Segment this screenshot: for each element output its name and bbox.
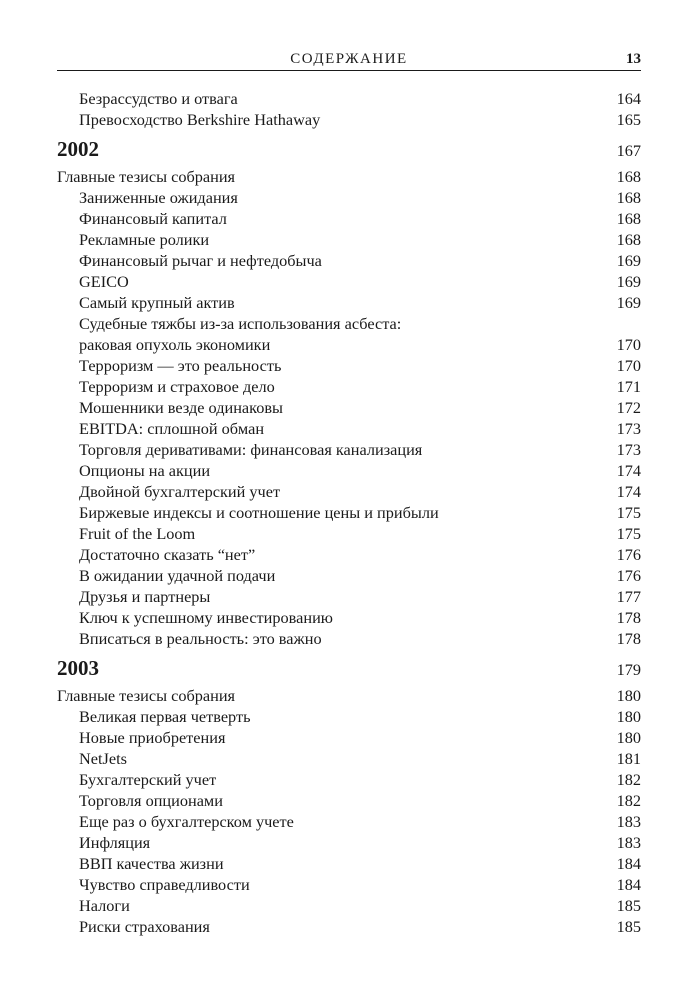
toc-entry-title: EBITDA: сплошной обман: [79, 419, 265, 438]
toc-entry[interactable]: [57, 187, 641, 208]
toc-entry[interactable]: [57, 418, 641, 439]
toc-entry-title: Главные тезисы собрания: [57, 686, 236, 705]
toc-entry-page: 175: [616, 524, 641, 543]
toc-entry-page: 168: [616, 209, 641, 228]
toc-entry-page: 184: [616, 854, 641, 873]
toc-entry-title: GEICO: [79, 272, 129, 291]
toc-entry[interactable]: [57, 607, 641, 628]
toc-entry-title: Терроризм и страховое дело: [79, 377, 275, 396]
toc-entry-title: В ожидании удачной подачи: [79, 566, 276, 585]
toc-entry[interactable]: [57, 628, 641, 649]
toc-entry-title: Главные тезисы собрания: [57, 167, 236, 186]
toc-entry-page: 170: [616, 356, 641, 375]
toc-entry-title: Великая первая четверть: [79, 707, 251, 726]
header-page-number: 13: [626, 51, 641, 67]
toc-entry-page: 169: [616, 272, 641, 291]
toc-entry[interactable]: [57, 769, 641, 790]
toc-entry-title: Самый крупный актив: [79, 293, 235, 312]
toc-entry-page: 171: [616, 377, 641, 396]
toc-entry-title: ВВП качества жизни: [79, 854, 224, 873]
toc-entry-title: Биржевые индексы и соотношение цены и прибыли: [79, 503, 439, 522]
toc-entry-page: 184: [616, 875, 641, 894]
toc-entry-page: 173: [616, 419, 641, 438]
toc-entry-title: Достаточно сказать “нет”: [79, 545, 256, 564]
toc-main-entry[interactable]: [57, 685, 641, 706]
toc-entry[interactable]: [57, 397, 641, 418]
toc-entry-page: 175: [616, 503, 641, 522]
toc-entry[interactable]: [57, 874, 641, 895]
toc-entry-title: Инфляция: [79, 833, 151, 852]
toc-entry-page: 178: [616, 629, 641, 648]
toc-entry-title: Судебные тяжбы из-за использования асбеста:: [79, 314, 402, 333]
toc-entry[interactable]: [57, 88, 641, 109]
toc-entry-title: Финансовый рычаг и нефтедобыча: [79, 251, 322, 270]
toc-entry-page: 174: [616, 482, 641, 501]
toc-entry[interactable]: [57, 376, 641, 397]
toc-entry-page: 181: [616, 749, 641, 768]
toc-entry[interactable]: [57, 334, 641, 355]
toc-entry[interactable]: [57, 565, 641, 586]
toc-entry-title: Двойной бухгалтерский учет: [79, 482, 281, 501]
toc-entry-page: 183: [616, 812, 641, 831]
toc-entry[interactable]: [57, 853, 641, 874]
toc-entry-title: Друзья и партнеры: [79, 587, 211, 606]
toc-entry-page: 168: [616, 167, 641, 186]
toc-entry-title: Торговля опционами: [79, 791, 223, 810]
toc-entry-page: 176: [616, 566, 641, 585]
toc-entry[interactable]: [57, 727, 641, 748]
toc-entry-title: Бухгалтерский учет: [79, 770, 217, 789]
toc-entry-title: Чувство справедливости: [79, 875, 250, 894]
toc-entry[interactable]: [57, 544, 641, 565]
toc-entry[interactable]: [57, 208, 641, 229]
toc-entry-title: Еще раз о бухгалтерском учете: [79, 812, 294, 831]
toc-entry-page: 183: [616, 833, 641, 852]
year-page: 167: [616, 141, 641, 160]
toc-entry[interactable]: [57, 706, 641, 727]
toc-entry-title: Безрассудство и отвага: [79, 89, 238, 108]
toc-main-entry[interactable]: [57, 166, 641, 187]
toc-entry-title: Рекламные ролики: [79, 230, 210, 249]
toc-entry[interactable]: [57, 481, 641, 502]
toc-entry-page: 178: [616, 608, 641, 627]
toc-entry-page: 185: [616, 896, 641, 915]
toc-entry[interactable]: [57, 523, 641, 544]
toc-entry[interactable]: [57, 832, 641, 853]
toc-entry-title: Финансовый капитал: [79, 209, 227, 228]
toc-entry[interactable]: [57, 109, 641, 130]
toc-page: [57, 48, 641, 937]
toc-entry-title: Риски страхования: [79, 917, 210, 936]
toc-entry[interactable]: [57, 502, 641, 523]
toc-entry-page: 182: [616, 791, 641, 810]
toc-entry[interactable]: [57, 460, 641, 481]
running-header: [57, 48, 641, 71]
toc-entry-page: 168: [616, 230, 641, 249]
toc-entry-page: 182: [616, 770, 641, 789]
toc-entry-title: Терроризм — это реальность: [79, 356, 282, 375]
toc-entry[interactable]: [57, 439, 641, 460]
year-label: 2002: [57, 137, 99, 161]
toc-entry-page: 165: [616, 110, 641, 129]
toc-entry-title: Мошенники везде одинаковы: [79, 398, 283, 417]
toc-entry[interactable]: [57, 811, 641, 832]
toc-content: [57, 88, 641, 937]
toc-entry[interactable]: [57, 271, 641, 292]
toc-entry-title: Ключ к успешному инвестированию: [79, 608, 333, 627]
header-title: СОДЕРЖАНИЕ: [290, 51, 408, 67]
toc-entry-title: Превосходство Berkshire Hathaway: [79, 110, 321, 129]
toc-entry-page: 176: [616, 545, 641, 564]
toc-entry-page: 185: [616, 917, 641, 936]
toc-entry-title: Торговля деривативами: финансовая канализация: [79, 440, 423, 459]
toc-entry-title: Fruit of the Loom: [79, 524, 196, 543]
toc-entry-page: 169: [616, 251, 641, 270]
toc-entry[interactable]: [57, 790, 641, 811]
toc-entry-title: Опционы на акции: [79, 461, 211, 480]
toc-entry-page: 168: [616, 188, 641, 207]
toc-entry[interactable]: [57, 250, 641, 271]
toc-entry-page: 180: [616, 707, 641, 726]
toc-entry-title: Вписаться в реальность: это важно: [79, 629, 322, 648]
toc-entry-title: Новые приобретения: [79, 728, 226, 747]
toc-entry[interactable]: [57, 229, 641, 250]
toc-entry-page: 173: [616, 440, 641, 459]
toc-entry[interactable]: [57, 313, 641, 334]
toc-entry-page: 177: [616, 587, 641, 606]
year-label: 2003: [57, 656, 99, 680]
toc-entry-title: Заниженные ожидания: [79, 188, 238, 207]
year-heading[interactable]: [57, 133, 641, 166]
toc-entry[interactable]: [57, 895, 641, 916]
toc-entry[interactable]: [57, 292, 641, 313]
toc-entry[interactable]: [57, 355, 641, 376]
toc-entry[interactable]: [57, 748, 641, 769]
toc-entry-page: 170: [616, 335, 641, 354]
toc-entry-page: 174: [616, 461, 641, 480]
year-page: 179: [616, 660, 641, 679]
toc-entry[interactable]: [57, 916, 641, 937]
continued-entries: [57, 88, 641, 130]
toc-entry-page: 164: [616, 89, 641, 108]
toc-entry[interactable]: [57, 586, 641, 607]
year-heading[interactable]: [57, 652, 641, 685]
toc-entry-page: 172: [616, 398, 641, 417]
toc-entry-title: раковая опухоль экономики: [79, 335, 271, 354]
toc-entry-title: Налоги: [79, 896, 130, 915]
toc-entry-title: NetJets: [79, 749, 127, 768]
toc-entry-page: 180: [616, 728, 641, 747]
toc-entry-page: 180: [616, 686, 641, 705]
toc-entry-page: 169: [616, 293, 641, 312]
